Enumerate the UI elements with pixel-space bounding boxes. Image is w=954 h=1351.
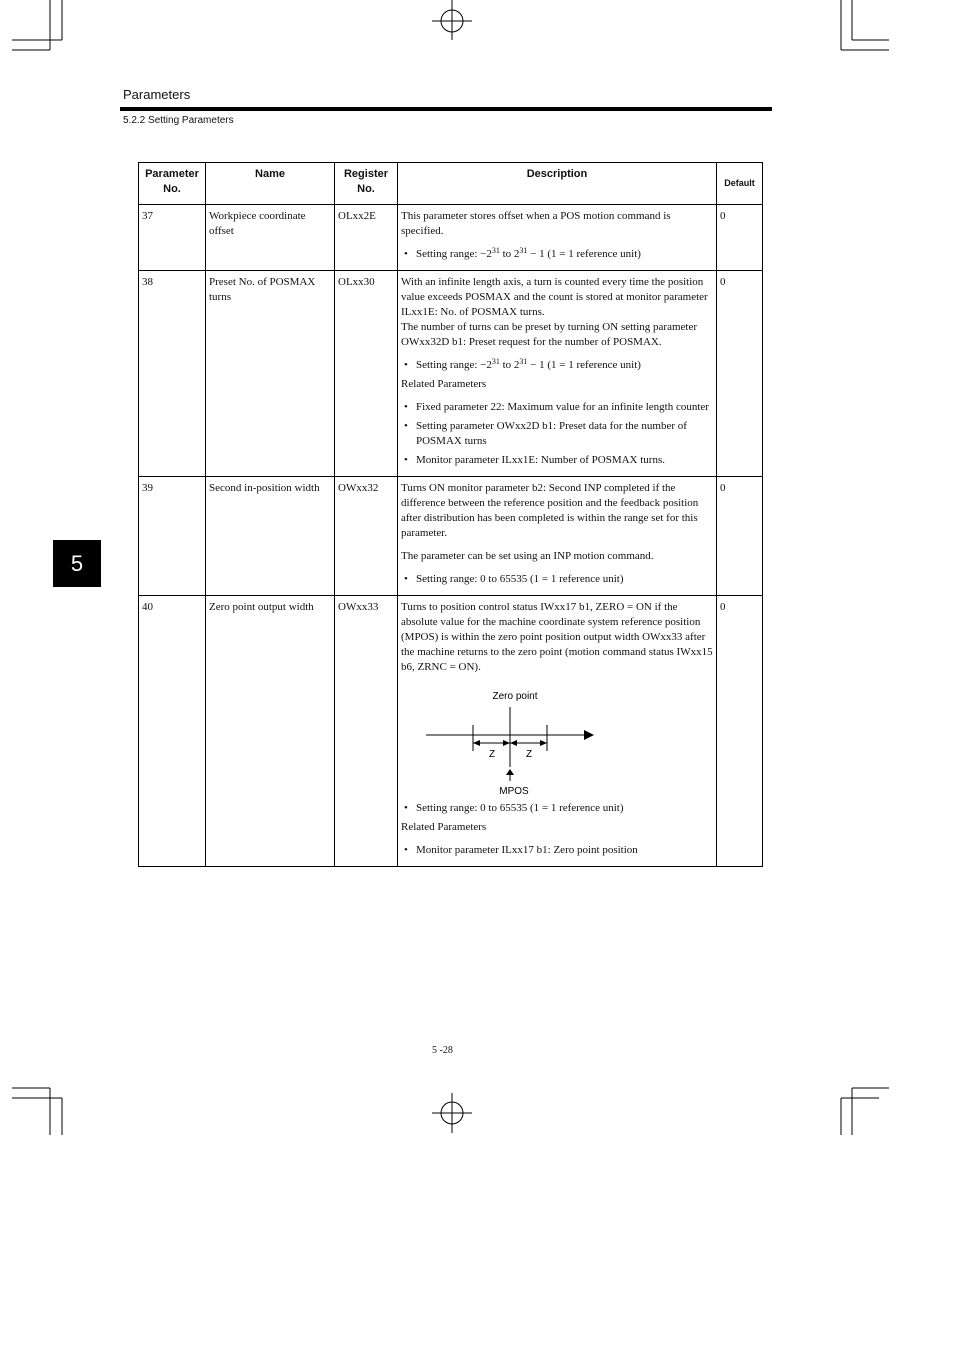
description-cell (398, 477, 717, 596)
default-cell: 0 (717, 477, 763, 596)
default-cell: 0 (717, 205, 763, 271)
register-no-cell: OWxx33 (335, 596, 398, 867)
description-text: Turns ON monitor parameter b2: Second INP completed if the difference between the reference position and the feedback position after distribution has been completed is within the range set for this parameter. (401, 482, 699, 539)
description-cell (398, 596, 717, 867)
header-rule (120, 107, 772, 111)
param-no-cell: 38 (139, 271, 206, 477)
related-parameters-list (401, 400, 713, 468)
table-row (139, 596, 763, 867)
default-cell: 0 (717, 596, 763, 867)
register-no-cell: OLxx30 (335, 271, 398, 477)
setting-range-list (401, 572, 713, 587)
description-text: With an infinite length axis, a turn is counted every time the position value exceeds POSMAX and the count is stored at monitor parameter ILxx1E: No. of POSMAX turns. (401, 276, 708, 318)
mpos-label: MPOS (499, 786, 529, 797)
z-left-label: Z (488, 749, 496, 760)
param-name-cell: Second in-position width (206, 477, 335, 596)
col-header-name: Name (206, 163, 335, 205)
param-no-cell: 39 (139, 477, 206, 596)
table-row (139, 271, 763, 477)
subsection-title: 5.2.2 Setting Parameters (123, 115, 234, 126)
list-item: • Monitor parameter ILxx17 b1: Zero point position (401, 843, 713, 858)
list-item: • Fixed parameter 22: Maximum value for an infinite length counter (401, 400, 713, 415)
related-parameters-label: Related Parameters (401, 821, 487, 833)
register-no-cell: OWxx32 (335, 477, 398, 596)
setting-range: • Setting range: 0 to 65535 (1 = 1 reference unit) (401, 801, 713, 816)
z-right-label: Z (525, 749, 533, 760)
param-name-cell: Workpiece coordinate offset (206, 205, 335, 271)
section-title: Parameters (123, 87, 191, 102)
zero-point-diagram (401, 683, 713, 799)
param-name-cell: Zero point output width (206, 596, 335, 867)
description-cell (398, 271, 717, 477)
description-text: The parameter can be set using an INP motion command. (401, 550, 654, 562)
table-header-row (139, 163, 763, 205)
related-parameters-list (401, 843, 713, 858)
default-cell: 0 (717, 271, 763, 477)
col-header-register-no: Register No. (335, 163, 398, 205)
setting-range-list (401, 247, 713, 262)
chapter-tab: 5 (53, 540, 101, 587)
param-name-cell: Preset No. of POSMAX turns (206, 271, 335, 477)
setting-range: • Setting range: 0 to 65535 (1 = 1 reference unit) (401, 572, 713, 587)
table-row (139, 205, 763, 271)
setting-range: • Setting range: $-2^{31}$ to $2^{31} - 1$ (1 = 1 reference unit) (401, 358, 713, 373)
col-header-description: Description (398, 163, 717, 205)
description-cell (398, 205, 717, 271)
page-number: 5 -28 (432, 1045, 453, 1056)
table-row (139, 477, 763, 596)
setting-range-list (401, 358, 713, 373)
col-header-default: Default (717, 163, 763, 205)
parameters-table (138, 162, 763, 867)
axis-arrowhead (584, 730, 594, 740)
list-item: • Setting parameter OWxx2D b1: Preset data for the number of POSMAX turns (401, 419, 713, 449)
param-no-cell: 40 (139, 596, 206, 867)
description-text: This parameter stores offset when a POS motion command is specified. (401, 210, 671, 237)
related-parameters-label: Related Parameters (401, 378, 487, 390)
list-item: • Monitor parameter ILxx1E: Number of POSMAX turns. (401, 453, 713, 468)
param-no-cell: 37 (139, 205, 206, 271)
description-text: The number of turns can be preset by turning ON setting parameter OWxx32D b1: Preset request for the number of POSMAX. (401, 321, 697, 348)
zero-point-label: Zero point (492, 691, 538, 702)
setting-range: • Setting range: $-2^{31}$ to $2^{31} - 1$ (1 = 1 reference unit) (401, 247, 713, 262)
register-no-cell: OLxx2E (335, 205, 398, 271)
description-text: Turns to position control status IWxx17 b1, ZERO = ON if the absolute value for the machine coordinate system reference position (MPOS) is within the zero point position output width OWxx33 after the machine returns to the zero point (motion command status IWxx15 b6, ZRNC = ON). (401, 601, 713, 673)
setting-range-list (401, 801, 713, 816)
col-header-param-no: Parameter No. (139, 163, 206, 205)
